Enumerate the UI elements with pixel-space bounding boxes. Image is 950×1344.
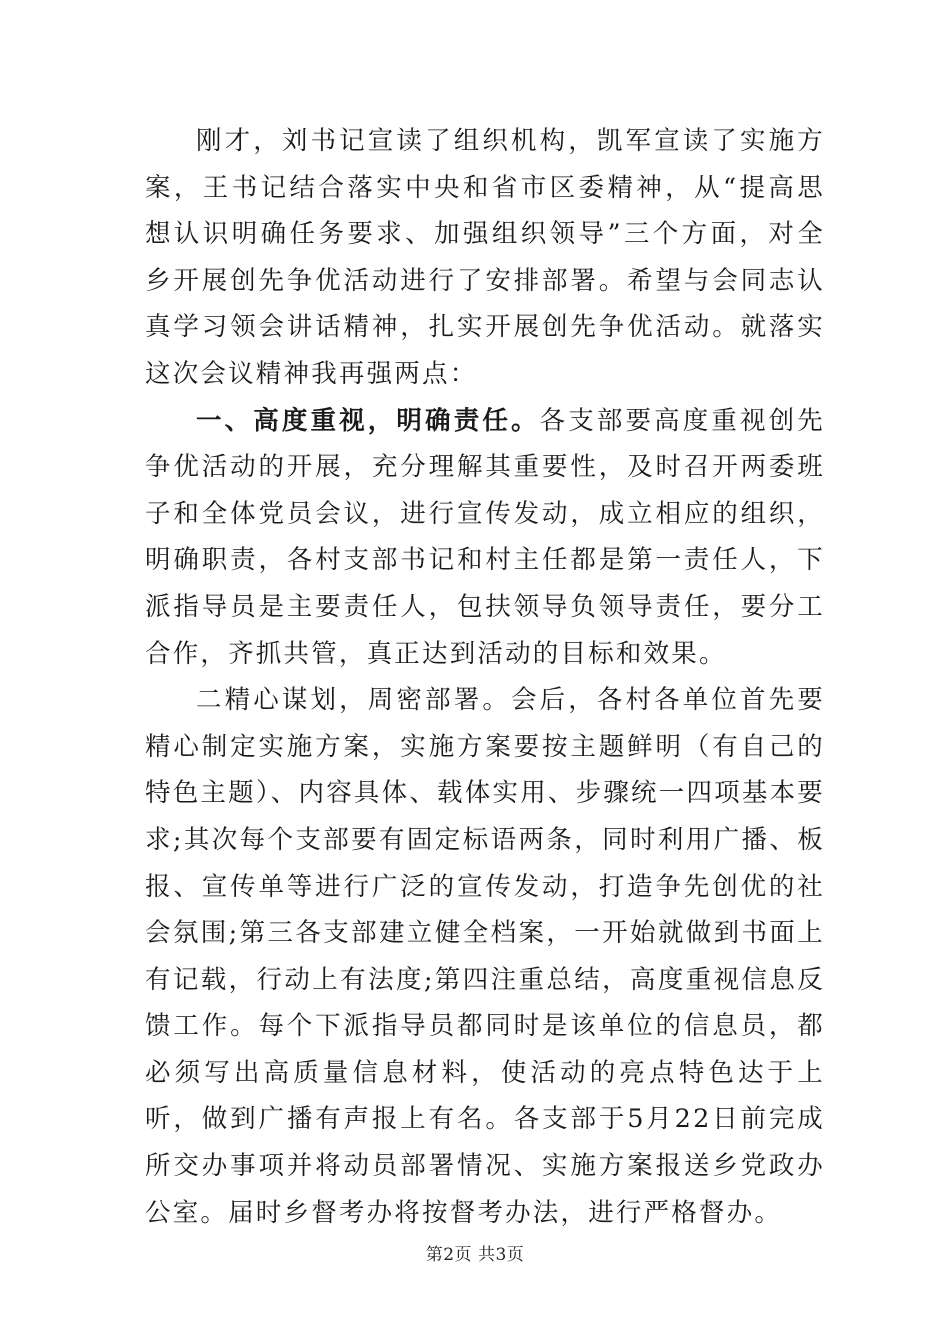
paragraph-section-two	[145, 677, 825, 1236]
paragraph-section-one	[145, 398, 825, 678]
document-body	[145, 118, 825, 1236]
paragraph-text: 刚才，刘书记宣读了组织机构，凯军宣读了实施方案，王书记结合落实中央和省市区委精神，从“提高思想认识明确任务要求、加强组织领导”三个方面，对全乡开展创先争优活动进行了安排部署。希望与会同志认真学习领会讲话精神，扎实开展创先争优活动。就落实这次会议精神我再强两点：	[145, 126, 825, 389]
section-heading: 一、高度重视，明确责任。	[196, 405, 540, 436]
paragraph-text: 各支部要高度重视创先争优活动的开展，充分理解其重要性，及时召开两委班子和全体党员会议，进行宣传发动，成立相应的组织，明确职责，各村支部书记和村主任都是第一责任人，下派指导员是主要责任人，包扶领导负领导责任，要分工合作，齐抓共管，真正达到活动的目标和效果。	[145, 405, 825, 669]
page-number-footer: 第2页 共3页	[425, 1245, 525, 1265]
paragraph-text: 二精心谋划，周密部署。会后，各村各单位首先要精心制定实施方案，实施方案要按主题鲜明（有自己的特色主题）、内容具体、载体实用、步骤统一四项基本要求;其次每个支部要有固定标语两条，同时利用广播、板报、宣传单等进行广泛的宣传发动，打造争先创优的社会氛围;第三各支部建立健全档案，一开始就做到书面上有记载，行动上有法度;第四注重总结，高度重视信息反馈工作。每个下派指导员都同时是该单位的信息员，都必须写出高质量信息材料，使活动的亮点特色达于上听，做到广播有声报上有名。各支部于5月22日前完成所交办事项并将动员部署情况、实施方案报送乡党政办公室。届时乡督考办将按督考办法，进行严格督办。	[145, 685, 825, 1228]
paragraph-intro	[145, 118, 825, 398]
